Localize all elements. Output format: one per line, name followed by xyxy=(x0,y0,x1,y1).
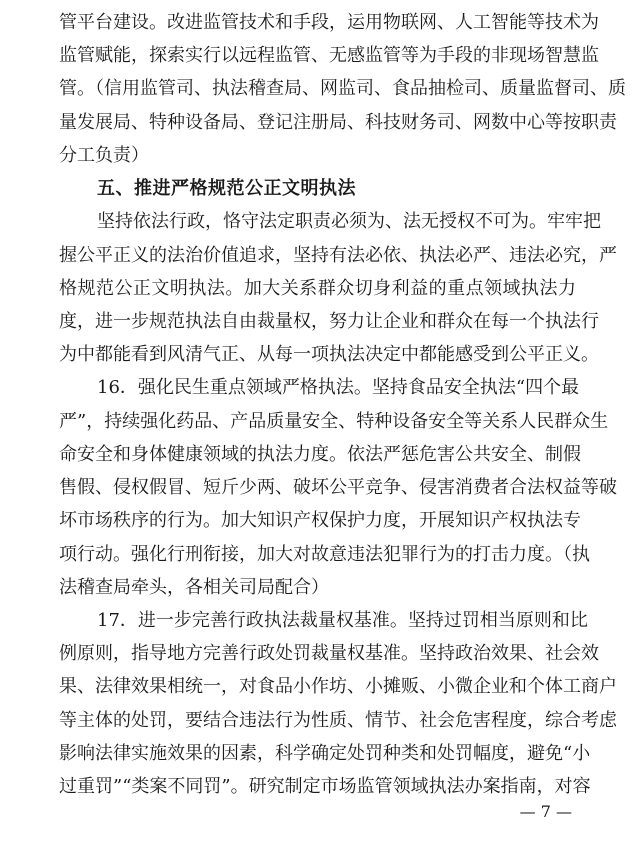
page-number: — 7 — xyxy=(519,802,572,821)
text-line: 度，进一步规范执法自由裁量权，努力让企业和群众在每一个执法行 xyxy=(59,310,599,332)
text-line: 量发展局、特种设备局、登记注册局、科技财务司、网数中心等按职责 xyxy=(59,111,617,133)
text-line: 分工负责） xyxy=(59,144,149,166)
text-line: 管平台建设。改进监管技术和手段，运用物联网、人工智能等技术为 xyxy=(59,11,599,33)
paragraph-first-line: 坚持依法行政，恪守法定职责必须为、法无授权不可为。牢牢把 xyxy=(97,211,601,233)
section-heading: 五、推进严格规范公正文明执法 xyxy=(97,178,356,199)
text-line: 果、法律效果相统一，对食品小作坊、小摊贩、小微企业和个体工商户 xyxy=(59,676,617,698)
text-line: 严”，持续强化药品、产品质量安全、特种设备安全等关系人民群众生 xyxy=(59,410,609,432)
text-line: 监管赋能，探索实行以远程监管、无感监管等为手段的非现场智慧监 xyxy=(59,45,599,67)
text-line: 管。（信用监管司、执法稽查局、网监司、食品抽检司、质量监督司、质 xyxy=(59,78,626,100)
item-17-first-line: 17．进一步完善行政执法裁量权基准。坚持过罚相当原则和比 xyxy=(97,609,588,631)
text-line: 等主体的处罚，要结合违法行为性质、情节、社会危害程度，综合考虑 xyxy=(59,709,617,731)
text-line: 例原则，指导地方完善行政处罚裁量权基准。坚持政治效果、社会效 xyxy=(59,643,599,665)
text-line: 法稽查局牵头，各相关司局配合） xyxy=(59,576,329,598)
text-line: 影响法律实施效果的因素，科学确定处罚种类和处罚幅度，避免“小 xyxy=(59,742,591,764)
item-16-first-line: 16．强化民生重点领域严格执法。坚持食品安全执法“四个最 xyxy=(97,377,580,399)
text-line: 售假、侵权假冒、短斤少两、破坏公平竞争、侵害消费者合法权益等破 xyxy=(59,477,617,498)
text-line: 格规范公正文明执法。加大关系群众切身利益的重点领域执法力 xyxy=(59,277,576,299)
text-line: 为中都能看到风清气正、从每一项执法决定中都能感受到公平正义。 xyxy=(59,344,599,366)
page-footer xyxy=(0,800,635,824)
text-line: 坏市场秩序的行为。加大知识产权保护力度，开展知识产权执法专 xyxy=(59,510,581,532)
text-line: 过重罚”“类案不同罚”。研究制定市场监管领域执法办案指南，对容 xyxy=(59,776,591,797)
text-line: 项行动。强化行刑衔接，加大对故意违法犯罪行为的打击力度。（执 xyxy=(59,543,590,565)
text-line: 握公平正义的法治价值追求，坚持有法必依、执法必严、违法必究，严 xyxy=(59,244,617,266)
text-line: 命安全和身体健康领域的执法力度。依法严惩危害公共安全、制假 xyxy=(59,443,581,465)
